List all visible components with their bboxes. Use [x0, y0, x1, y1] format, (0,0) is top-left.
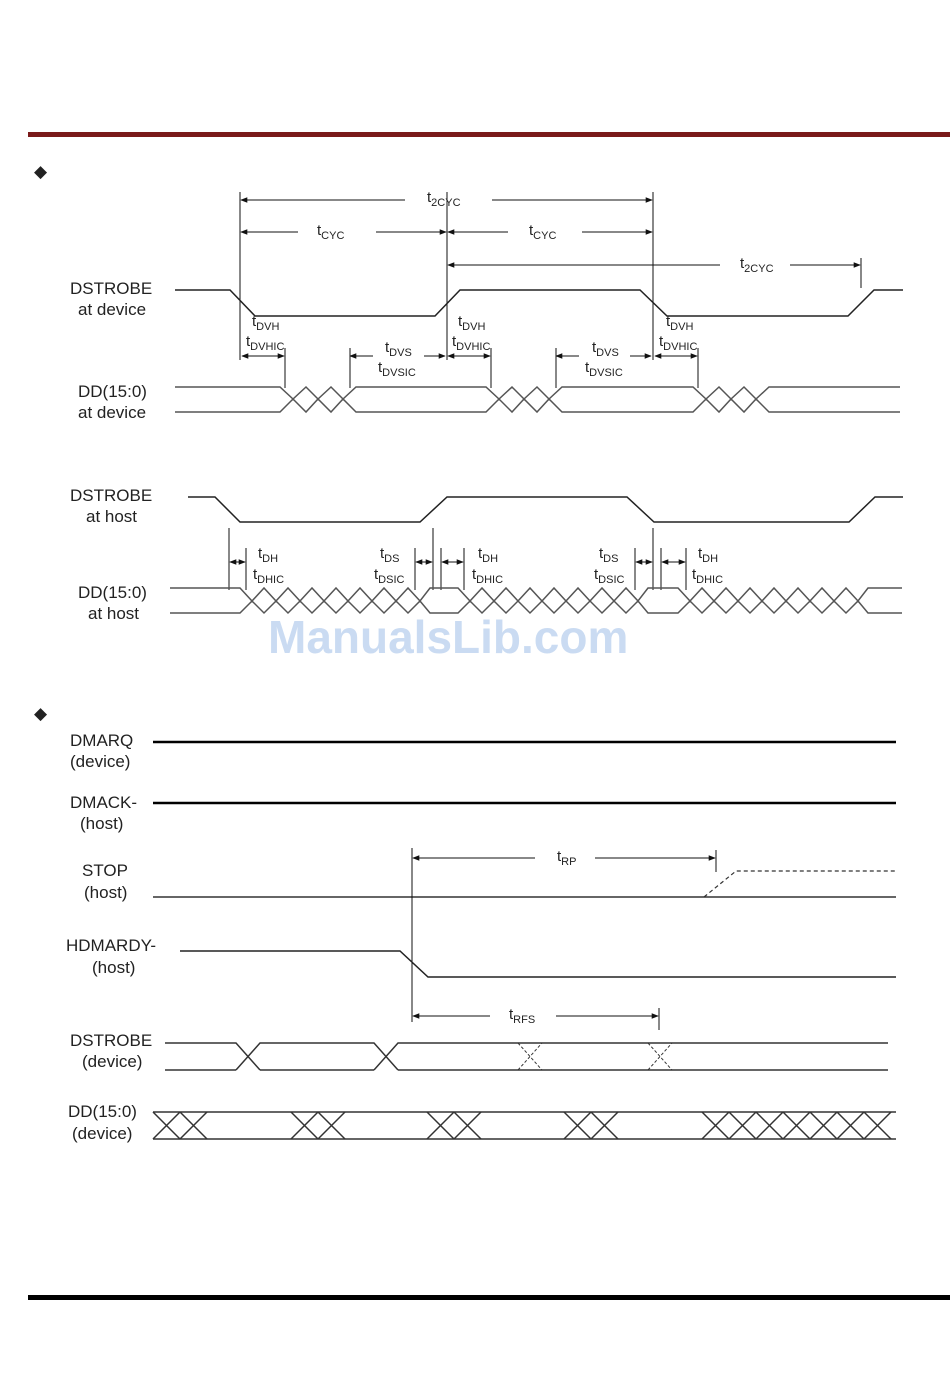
t2cyc-label: $t_{2CYC}$ [427, 189, 461, 209]
trfs-label: $t_{RFS}$ [509, 1006, 536, 1026]
trfs-dimension [413, 1006, 659, 1030]
dstrobe-host-label: DSTROBE [70, 486, 153, 505]
dstrobe-sublabel: (device) [82, 1052, 143, 1071]
setup-hold-arrows-device [242, 348, 698, 388]
bullet-1: ◆ [34, 162, 48, 181]
tcyc-dimension-1 [241, 222, 446, 242]
dstrobe-device-waveform-2 [165, 1043, 888, 1070]
hdmardy-waveform [180, 951, 896, 977]
hdmardy-label: HDMARDY- [66, 936, 157, 955]
dstrobe-device-waveform [175, 290, 903, 316]
trp-dimension [412, 848, 716, 1022]
dd-device-label: DD(15:0) [78, 382, 147, 401]
tdvsic-label-2: $t_{DVSIC}$ [585, 359, 623, 379]
dd-sublabel: (device) [72, 1124, 133, 1143]
reference-lines [240, 192, 861, 360]
tdhic-label-2: $t_{DHIC}$ [472, 566, 504, 586]
tdh-label-1: $t_{DH}$ [258, 545, 279, 565]
t2cyc-dimension-2 [448, 255, 860, 275]
tdhic-label-1: $t_{DHIC}$ [253, 566, 285, 586]
tdh-label-2: $t_{DH}$ [478, 545, 499, 565]
tdsic-label-2: $t_{DSIC}$ [594, 566, 625, 586]
dd-device-bus-2 [153, 1112, 896, 1139]
dmack-label: DMACK- [70, 793, 138, 812]
dmarq-sublabel: (device) [70, 752, 131, 771]
tcyc-label-1: $t_{CYC}$ [317, 222, 345, 242]
t2cyc-label-2: $t_{2CYC}$ [740, 255, 774, 275]
tdvh-label-3: $t_{DVH}$ [666, 313, 694, 333]
dd-host-sublabel: at host [88, 604, 140, 623]
tcyc-dimension-2 [448, 222, 652, 242]
watermark-text: ManualsLib.com [268, 611, 629, 663]
tdvhic-label-3: $t_{DVHIC}$ [659, 333, 698, 353]
dmarq-label: DMARQ [70, 731, 134, 750]
tdvs-label-1: $t_{DVS}$ [385, 339, 412, 359]
tdh-label-3: $t_{DH}$ [698, 545, 719, 565]
tdvsic-label-1: $t_{DVSIC}$ [378, 359, 416, 379]
dmack-sublabel: (host) [80, 814, 124, 833]
dd-host-label: DD(15:0) [78, 583, 147, 602]
trp-label: $t_{RP}$ [557, 848, 577, 868]
bullet-2: ◆ [34, 704, 48, 723]
dstrobe-device-sublabel: at device [78, 300, 147, 319]
stop-label: STOP [82, 861, 128, 880]
tdvs-label-2: $t_{DVS}$ [592, 339, 619, 359]
tdsic-label-1: $t_{DSIC}$ [374, 566, 405, 586]
ultra-dma-data-out-burst-diagram [70, 189, 903, 623]
dstrobe-label: DSTROBE [70, 1031, 153, 1050]
dstrobe-host-waveform [188, 497, 903, 522]
tdvhic-label-2: $t_{DVHIC}$ [452, 333, 491, 353]
dd-device-sublabel: at device [78, 403, 147, 422]
ultra-dma-pause-diagram [66, 731, 896, 1143]
dd-device-bus [175, 387, 900, 412]
tds-label-1: $t_{DS}$ [380, 545, 400, 565]
stop-sublabel: (host) [84, 883, 128, 902]
tcyc-label-2: $t_{CYC}$ [529, 222, 557, 242]
dstrobe-host-sublabel: at host [86, 507, 138, 526]
stop-waveform [153, 871, 896, 897]
tds-label-2: $t_{DS}$ [599, 545, 619, 565]
hdmardy-sublabel: (host) [92, 958, 136, 977]
tdvh-label-2: $t_{DVH}$ [458, 313, 486, 333]
footer-rule [28, 1295, 950, 1300]
tdvh-label-1: $t_{DVH}$ [252, 313, 280, 333]
tdvhic-label-1: $t_{DVHIC}$ [246, 333, 285, 353]
tdhic-label-3: $t_{DHIC}$ [692, 566, 724, 586]
dd-label: DD(15:0) [68, 1102, 137, 1121]
dstrobe-device-label: DSTROBE [70, 279, 153, 298]
dd-host-bus [170, 588, 902, 613]
